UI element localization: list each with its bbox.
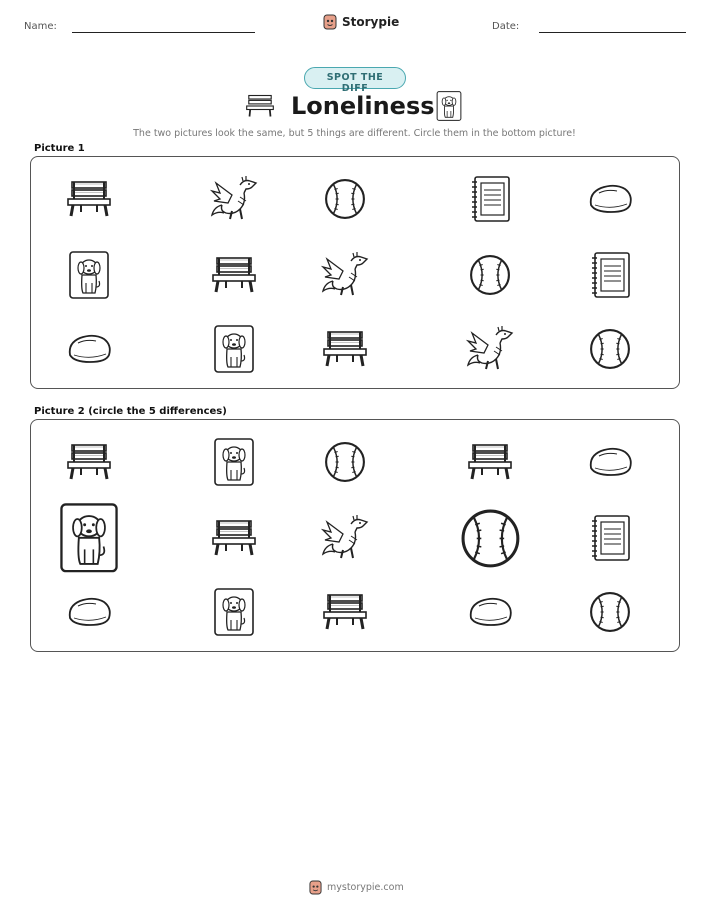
date-field[interactable] <box>539 32 686 33</box>
baseball-icon <box>589 328 631 370</box>
instructions: The two pictures look the same, but 5 things are different. Circle them in the bottom picture! <box>133 128 576 139</box>
baseball-icon[interactable] <box>324 441 366 483</box>
baseball-icon[interactable] <box>460 508 521 569</box>
bench-icon <box>323 330 367 368</box>
bench-icon <box>212 256 256 294</box>
bench-icon[interactable] <box>212 519 256 557</box>
dragon-icon <box>466 327 514 371</box>
page-title: Loneliness <box>291 92 435 120</box>
spot-the-diff-badge: SPOT THE DIFF <box>304 67 406 89</box>
picture1-label: Picture 1 <box>34 143 85 154</box>
notebook-icon <box>470 175 510 223</box>
stone-icon[interactable] <box>66 596 112 628</box>
dog-card-icon[interactable] <box>214 438 254 486</box>
footer-url: mystorypie.com <box>327 882 404 893</box>
dog-card-icon[interactable] <box>60 503 118 573</box>
bench-icon[interactable] <box>468 443 512 481</box>
footer <box>309 880 404 895</box>
brand-logo <box>323 14 399 30</box>
storypie-footer-logo-icon <box>309 880 322 895</box>
dragon-icon[interactable] <box>321 516 369 560</box>
stone-icon <box>66 333 112 365</box>
notebook-icon[interactable] <box>590 514 630 562</box>
dragon-icon <box>321 253 369 297</box>
storypie-logo-icon <box>323 14 337 30</box>
dog-card-icon <box>69 251 109 299</box>
baseball-icon <box>324 178 366 220</box>
name-label: Name: <box>24 21 57 32</box>
bench-icon[interactable] <box>323 593 367 631</box>
title-dog-icon <box>436 91 462 121</box>
stone-icon[interactable] <box>467 596 513 628</box>
dog-card-icon[interactable] <box>214 588 254 636</box>
baseball-icon <box>469 254 511 296</box>
brand-name: Storypie <box>342 15 400 29</box>
dragon-icon <box>210 177 258 221</box>
bench-icon <box>67 180 111 218</box>
stone-icon[interactable] <box>587 446 633 478</box>
notebook-icon <box>590 251 630 299</box>
dog-card-icon <box>214 325 254 373</box>
baseball-icon[interactable] <box>589 591 631 633</box>
title-bench-icon <box>246 94 274 118</box>
stone-icon <box>587 183 633 215</box>
bench-icon[interactable] <box>67 443 111 481</box>
date-label: Date: <box>492 21 520 32</box>
name-field[interactable] <box>72 32 255 33</box>
picture2-label: Picture 2 (circle the 5 differences) <box>34 406 227 417</box>
